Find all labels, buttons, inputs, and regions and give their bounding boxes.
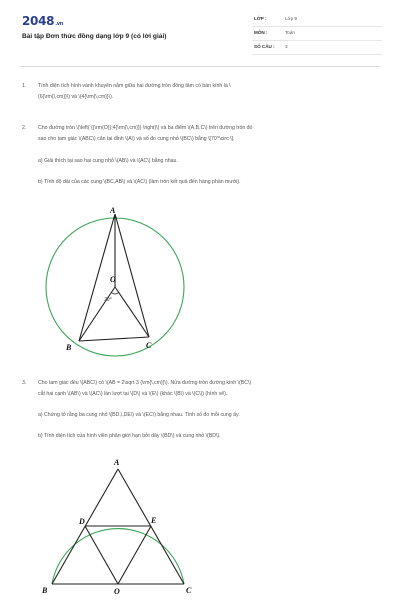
meta-subject: [252, 27, 382, 41]
question-text-line: Tính diện tích hình vành khuyên nằm giữa hai đường tròn đồng tâm có bán kính là \: [38, 83, 231, 89]
segment-ab: [52, 469, 118, 584]
angle-label: 70°: [104, 297, 112, 303]
question-text-line: (6{\rm{\,cm}}\) và \(4{\rm{\,cm}}\).: [38, 94, 114, 100]
segment-bc: [79, 337, 149, 341]
point-label-a: A: [114, 458, 120, 467]
header-divider: [20, 66, 380, 67]
question-2: [22, 124, 382, 188]
semicircle-arc: [52, 529, 184, 584]
question-3: [22, 379, 382, 441]
segment-ob: [79, 287, 115, 341]
segment-oc: [115, 287, 149, 337]
meta-label: LỚP :: [254, 16, 267, 21]
question-number: 2.: [22, 125, 27, 131]
question-text-line: sao cho tam giác \(ABC\) cân tại đỉnh \(A\) và số đo cung nhỏ \(BC\) bằng \[70^\circ \].: [38, 136, 235, 142]
meta-value: Lớp 9: [285, 16, 297, 21]
question-subpart: b) Tính diện tích của hình viên phân giới hạn bởi dây \(BD\) và cung nhỏ \(BD\).: [38, 433, 221, 439]
point-label-c: C: [146, 341, 152, 350]
point-label-b: B: [66, 343, 72, 352]
question-subpart: b) Tính độ dài của các cung \(BC,AB\) và \(AC\) (làm tròn kết quả đến hàng phần mười).: [38, 179, 241, 185]
point-label-a: A: [110, 206, 116, 215]
question-number: 3.: [22, 380, 27, 386]
document-title: Bài tập Đơn thức đồng dạng lớp 9 (có lời giải): [22, 33, 167, 40]
question-text-line: Cho tam giác đều \(ABC\) có \(AB = 2\sqrt 3 {\rm{\,cm}}\). Nửa đường tròn đường kính \(BC\): [38, 380, 252, 386]
segment-do: [85, 526, 118, 584]
question-subpart: a) Chứng tỏ rằng ba cung nhỏ \(BD,\,DE\) và \(EC\) bằng nhau. Tính số đo mỗi cung ấy.: [38, 412, 240, 418]
point-label-d: D: [79, 517, 85, 526]
segment-eo: [118, 526, 151, 584]
question-subpart: a) Giải thích tại sao hai cung nhỏ \(AB\) và \(AC\) bằng nhau.: [38, 158, 178, 164]
logo-suffix: .vn: [55, 21, 64, 27]
point-label-o: O: [110, 275, 116, 284]
site-logo[interactable]: [22, 14, 63, 28]
segment-ab: [79, 214, 115, 341]
question-text-line: cắt hai cạnh \(AB\) và \(AC\) lần lượt tại \(D\) và \(E\) (khác \(B\) và \(C\)) (hình vẽ).: [38, 391, 228, 397]
segment-ac: [115, 214, 149, 337]
logo-text: 2048: [22, 14, 55, 28]
meta-label: MÔN :: [254, 30, 268, 35]
meta-grade: [252, 13, 382, 27]
meta-question-count: [252, 41, 382, 55]
point-label-c: C: [186, 586, 192, 595]
segment-ac: [118, 469, 184, 584]
meta-label: SỐ CÂU :: [254, 44, 275, 49]
question-1: [22, 82, 382, 102]
point-label-o: O: [114, 587, 120, 596]
page-header: [0, 0, 400, 64]
question-number: 1.: [22, 83, 27, 89]
angle-arc: [111, 292, 119, 294]
point-label-e: E: [151, 516, 157, 525]
point-label-b: B: [42, 586, 48, 595]
question-text-line: Cho đường tròn \(\left( {{\rm{O}};4{\rm{\,cm}}} \right)\) và ba điểm \(A,B,C\) trên đường tròn đó: [38, 125, 253, 131]
circle-outline: [46, 218, 184, 356]
meta-value: 3: [285, 44, 288, 49]
meta-value: Toán: [285, 30, 295, 35]
